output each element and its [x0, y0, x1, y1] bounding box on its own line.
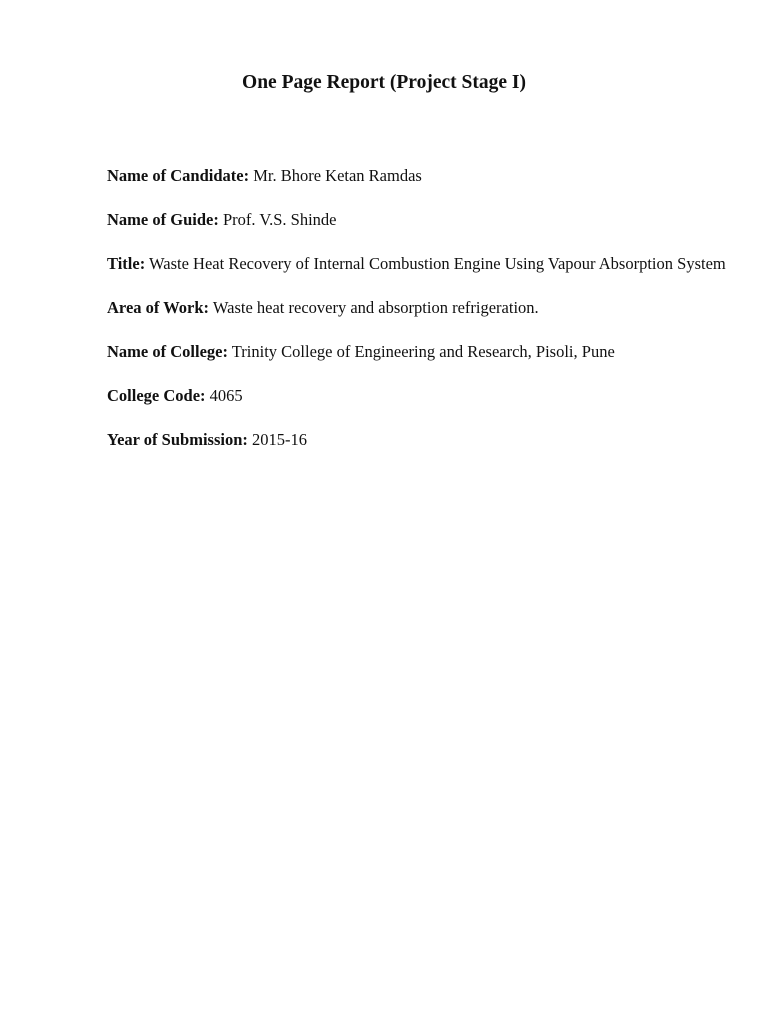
field-value: Prof. V.S. Shinde	[222, 210, 337, 229]
field-value: Mr. Bhore Ketan Ramdas	[253, 166, 422, 185]
field-label: Name of College:	[107, 342, 228, 361]
report-title: One Page Report (Project Stage I)	[242, 72, 526, 93]
field-label: Name of Guide:	[107, 210, 219, 229]
field-value: Waste Heat Recovery of Internal Combustion Engine Using Vapour Absorption System	[149, 254, 726, 273]
field-candidate-name	[107, 160, 727, 192]
field-value: 4065	[209, 386, 243, 405]
field-label: Year of Submission:	[107, 430, 248, 449]
field-guide-name	[107, 204, 727, 236]
report-fields	[107, 160, 727, 468]
field-label: College Code:	[107, 386, 206, 405]
field-college-code	[107, 380, 727, 412]
field-label: Title:	[107, 254, 146, 273]
field-label: Area of Work:	[107, 298, 210, 317]
field-value: 2015-16	[252, 430, 308, 449]
field-area-of-work	[107, 292, 727, 324]
field-project-title	[107, 248, 727, 280]
field-label: Name of Candidate:	[107, 166, 250, 185]
field-value: Waste heat recovery and absorption refrigeration.	[212, 298, 539, 317]
field-year-of-submission	[107, 424, 727, 456]
field-value: Trinity College of Engineering and Research, Pisoli, Pune	[231, 342, 615, 361]
field-college-name	[107, 336, 727, 368]
